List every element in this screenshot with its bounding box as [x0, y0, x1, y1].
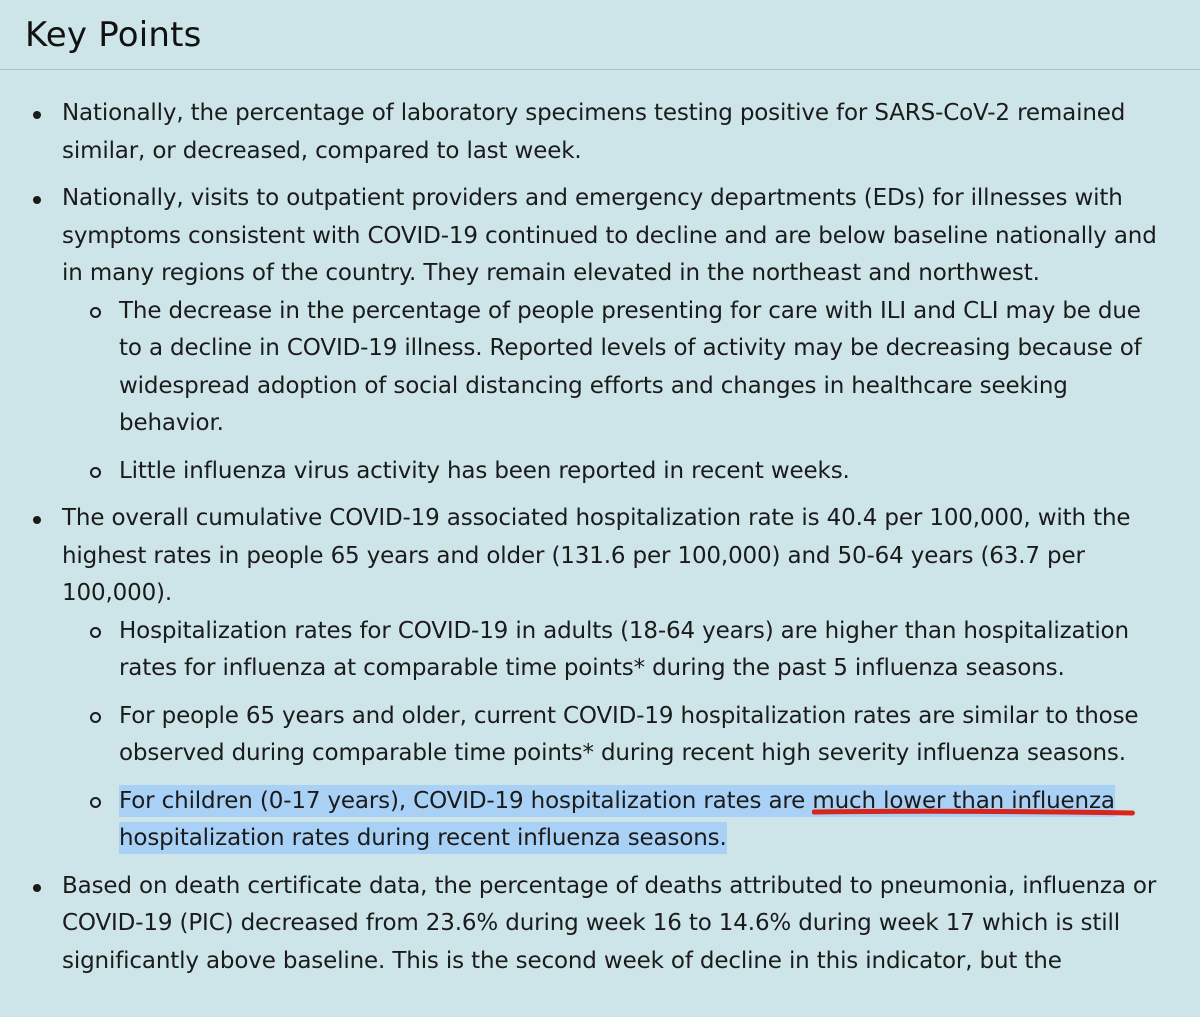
list-item — [0, 180, 1200, 490]
sub-list-item-highlighted — [59, 783, 1170, 858]
key-points-list — [0, 95, 1200, 980]
sub-bullet-text: Hospitalization rates for COVID-19 in adults (18-64 years) are higher than hospitalization rates for influenza at comparable time points* during the past 5 influenza seasons. — [119, 617, 1129, 681]
highlight-text-before: For children (0-17 years), COVID-19 hospitalization rates are — [119, 787, 813, 814]
list-item — [0, 500, 1200, 858]
list-item — [0, 868, 1200, 981]
sub-bullet-text: The decrease in the percentage of people presenting for care with ILI and CLI may be due to a decline in COVID-19 illness. Reported levels of activity may be decreasing because of widespread adoption of social distancing efforts and changes in healthcare seeking behavior. — [119, 297, 1142, 436]
sub-list-item — [59, 698, 1170, 773]
bullet-text: Nationally, visits to outpatient providers and emergency departments (EDs) for illnesses with symptoms consistent with COVID-19 continued to decline and are below baseline nationally and in many regions of the country. They remain elevated in the northeast and northwest. — [62, 185, 1157, 286]
sub-list-item — [59, 453, 1170, 491]
sub-list-item — [59, 293, 1170, 443]
panel-title: Key Points — [25, 15, 202, 55]
bullet-text: The overall cumulative COVID-19 associated hospitalization rate is 40.4 per 100,000, with the highest rates in people 65 years and older (131.6 per 100,000) and 50-64 years (63.7 per 100,000). — [62, 505, 1131, 606]
list-item — [0, 95, 1200, 170]
sub-bullet-text: For people 65 years and older, current COVID-19 hospitalization rates are similar to those observed during comparable time points* during recent high severity influenza seasons. — [119, 702, 1139, 766]
underlined-phrase: much lower than influenza — [812, 787, 1115, 814]
sub-list — [59, 613, 1170, 858]
panel-content — [0, 70, 1200, 980]
bullet-text: Based on death certificate data, the percentage of deaths attributed to pneumonia, influenza or COVID-19 (PIC) decreased from 23.6% during week 16 to 14.6% during week 17 which is still significantly above baseline. This is the second week of decline in this indicator, but the — [62, 872, 1157, 974]
sub-list-item — [59, 613, 1170, 688]
panel-header — [0, 0, 1200, 70]
highlight-text-after: hospitalization rates during recent influenza seasons. — [119, 825, 727, 851]
selection-highlight — [119, 785, 1115, 855]
sub-bullet-text: Little influenza virus activity has been reported in recent weeks. — [119, 457, 850, 484]
sub-list — [59, 293, 1170, 491]
highlighted-sub-bullet-text[interactable] — [119, 783, 1170, 858]
bullet-text: Nationally, the percentage of laboratory specimens testing positive for SARS-CoV-2 remained similar, or decreased, compared to last week. — [62, 100, 1126, 164]
